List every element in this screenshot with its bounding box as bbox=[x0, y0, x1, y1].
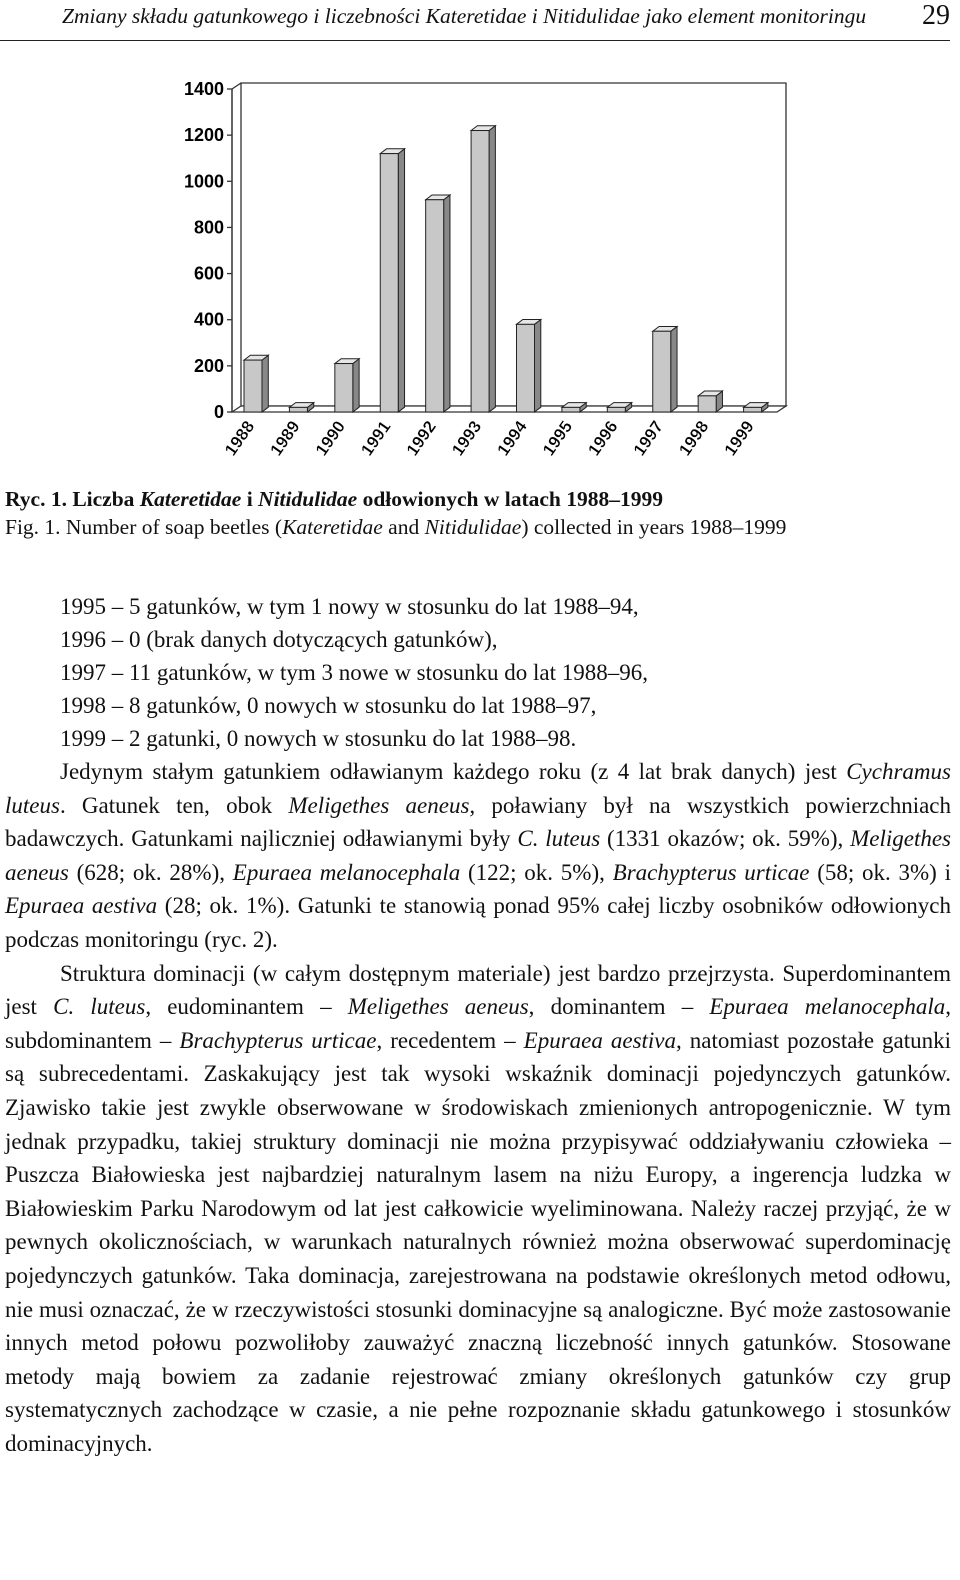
y-tick-label: 1000 bbox=[183, 171, 224, 192]
bar-side bbox=[262, 355, 268, 412]
y-tick-label: 0 bbox=[213, 402, 224, 422]
x-tick-label: 1988 bbox=[221, 417, 259, 460]
body-text bbox=[5, 755, 951, 1460]
y-tick-label: 1400 bbox=[183, 79, 224, 99]
bar-chart bbox=[170, 70, 790, 480]
x-tick-label: 1998 bbox=[675, 417, 713, 460]
x-tick-label: 1991 bbox=[357, 417, 395, 460]
list-item: 1997 – 11 gatunków, w tym 3 nowe w stosunku do lat 1988–96, bbox=[60, 660, 648, 685]
figure-caption-en: Fig. 1. Number of soap beetles (Kateretidae and Nitidulidae) collected in years 1988–1999 bbox=[5, 515, 787, 539]
chart-back-wall bbox=[241, 83, 786, 406]
bar bbox=[244, 360, 262, 412]
bar-side bbox=[535, 320, 541, 412]
y-tick-label: 400 bbox=[193, 309, 224, 330]
bar-side bbox=[444, 195, 450, 412]
paragraph-constant-species: Jedynym stałym gatunkiem odławianym każdego roku (z 4 lat brak danych) jest Cychramus luteus. Gatunek ten, obok Meligethes aeneus, poławiany był na wszystkich powierzchniach badawczych. Gatunkami najliczniej odławianymi były C. luteus (1331 okazów; ok. 59%), Meligethes aeneus (628; ok. 28%), Epuraea melanocephala (122; ok. 5%), Brachypterus urticae (58; ok. 3%) i Epuraea aestiva (28; ok. 1%). Gatunki te stanowią ponad 95% całej liczby osobników odłowionych podczas monitoringu (ryc. 2). bbox=[5, 759, 952, 952]
bar-side bbox=[353, 359, 359, 412]
species-by-year-list bbox=[60, 590, 648, 755]
x-tick-label: 1992 bbox=[402, 417, 440, 460]
bar bbox=[426, 200, 444, 412]
x-tick-label: 1993 bbox=[448, 417, 486, 460]
x-tick-label: 1997 bbox=[629, 417, 668, 460]
bar bbox=[653, 331, 671, 412]
running-header-title: Zmiany składu gatunkowego i liczebności Kateretidae i Nitidulidae jako element monitoringu bbox=[62, 4, 867, 28]
y-tick-label: 1200 bbox=[183, 125, 224, 146]
bar-side bbox=[489, 126, 495, 412]
list-item: 1995 – 5 gatunków, w tym 1 nowy w stosunku do lat 1988–94, bbox=[60, 594, 639, 619]
x-tick-label: 1990 bbox=[311, 417, 350, 460]
list-item: 1998 – 8 gatunków, 0 nowych w stosunku do lat 1988–97, bbox=[60, 693, 597, 718]
x-tick-label: 1999 bbox=[720, 417, 758, 460]
bar bbox=[744, 407, 762, 412]
bar-side bbox=[398, 149, 404, 412]
bar bbox=[607, 407, 625, 412]
bar bbox=[380, 154, 398, 412]
list-item: 1999 – 2 gatunki, 0 nowych w stosunku do lat 1988–98. bbox=[60, 726, 577, 751]
bar-side bbox=[671, 326, 677, 412]
y-tick-label: 600 bbox=[193, 263, 224, 284]
bar bbox=[562, 407, 580, 412]
page-number: 29 bbox=[922, 0, 950, 31]
chart-wall-edge bbox=[232, 83, 241, 89]
x-tick-label: 1996 bbox=[584, 417, 622, 460]
bar bbox=[698, 396, 716, 412]
bar bbox=[471, 131, 489, 412]
x-tick-label: 1995 bbox=[538, 417, 577, 460]
y-tick-label: 800 bbox=[193, 217, 224, 238]
y-tick-label: 200 bbox=[193, 355, 224, 376]
bar bbox=[335, 364, 353, 412]
x-tick-label: 1994 bbox=[493, 417, 531, 460]
running-header bbox=[0, 0, 950, 41]
x-tick-label: 1989 bbox=[266, 417, 304, 460]
bar bbox=[289, 407, 307, 412]
figure-caption-pl: Ryc. 1. Liczba Kateretidae i Nitidulidae odłowionych w latach 1988–1999 bbox=[5, 487, 664, 511]
paragraph-dominance-structure: Struktura dominacji (w całym dostępnym materiale) jest bardzo przejrzysta. Superdominantem jest C. luteus, eudominantem – Meligethes aeneus, dominantem – Epuraea melanocephala, subdominantem – Brachypterus urticae, recedentem – Epuraea aestiva, natomiast pozostałe gatunki są subrecedentami. Zaskakujący jest tak wysoki wskaźnik dominacji pojedynczych gatunków. Zjawisko takie jest zwykle obserwowane w środowiskach zmienionych antropogenicznie. W tym jednak przypadku, takiej struktury dominacji nie można przypisywać oddziaływaniu człowieka – Puszcza Białowieska jest najbardziej naturalnym lasem na niżu Europy, a ingerencja ludzka w Białowieskim Parku Narodowym od lat jest całkowicie wyeliminowana. Należy raczej przyjąć, że w pewnych okolicznościach, w warunkach naturalnych również można obserwować superdominację pojedynczych gatunków. Taka dominacja, zarejestrowana na podstawie określonych metod odłowu, nie musi oznaczać, że w rzeczywistości stosunki dominacyjne są analogiczne. Być może zastosowanie innych metod połowu pozwoliłoby zauważyć znaczną liczebność innych gatunków. Stosowane metody mają bowiem za zadanie rejestrować zmiany określonych gatunków czy grup systematycznych zachodzące w czasie, a nie pełne rozpoznanie składu gatunkowego i stosunków dominacyjnych. bbox=[5, 960, 952, 1456]
bar bbox=[517, 324, 535, 412]
list-item: 1996 – 0 (brak danych dotyczących gatunków), bbox=[60, 627, 498, 652]
